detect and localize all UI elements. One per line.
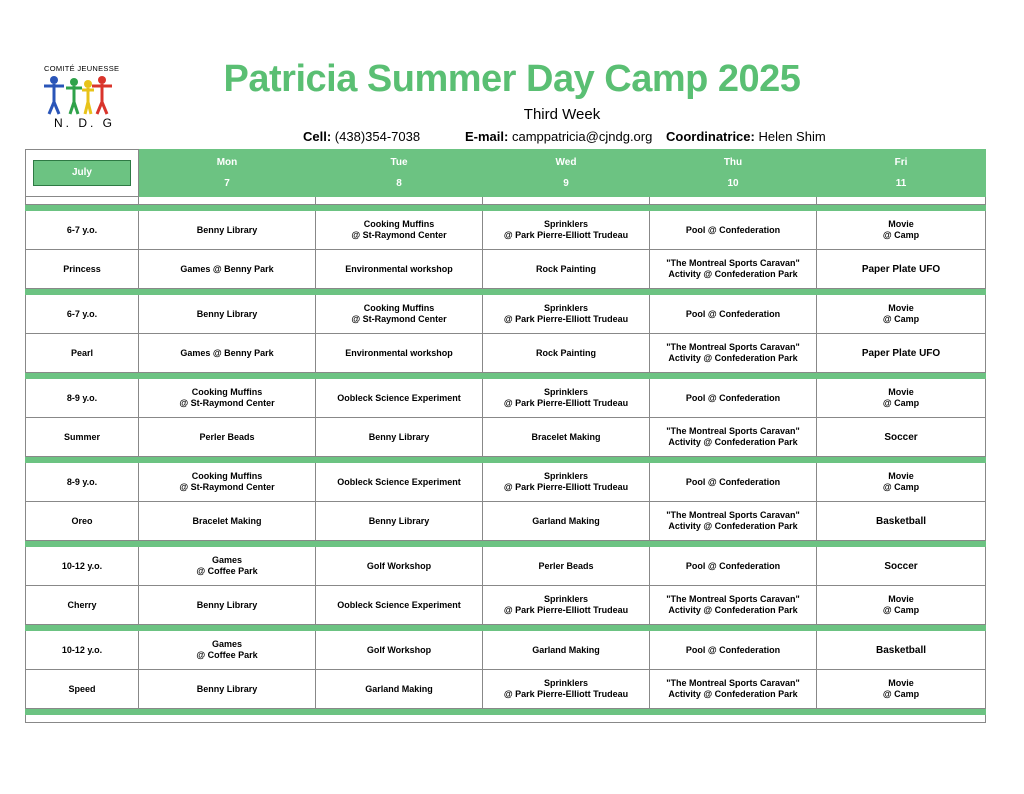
activity-line: Movie — [888, 594, 914, 604]
group-label: Princess — [26, 250, 139, 289]
day-header — [316, 150, 483, 197]
activity-cell: Soccer — [817, 547, 986, 586]
schedule-row — [26, 334, 986, 373]
activity-line: Sprinklers — [543, 678, 589, 688]
activity-line: Cooking Muffins — [191, 387, 263, 397]
group-label: 6-7 y.o. — [26, 295, 139, 334]
activity-line: @ St-Raymond Center — [179, 482, 275, 492]
activity-line: Cooking Muffins — [363, 219, 435, 229]
activity-line: Activity @ Confederation Park — [668, 605, 798, 615]
activity-cell: Benny Library — [139, 670, 316, 709]
schedule-table — [25, 149, 986, 723]
group-label: 10-12 y.o. — [26, 547, 139, 586]
activity-cell: Games @ Benny Park — [139, 334, 316, 373]
activity-line: @ Park Pierre-Elliott Trudeau — [503, 398, 629, 408]
activity-cell: Benny Library — [316, 502, 483, 541]
spacer-row — [26, 197, 986, 205]
activity-line: Sprinklers — [543, 594, 589, 604]
activity-line: Activity @ Confederation Park — [668, 269, 798, 279]
activity-line: Movie — [888, 387, 914, 397]
page-subtitle: Third Week — [523, 106, 601, 123]
activity-cell — [650, 334, 817, 373]
activity-cell — [817, 211, 986, 250]
activity-line: Games — [211, 639, 243, 649]
activity-cell — [316, 295, 483, 334]
activity-cell: Pool @ Confederation — [650, 547, 817, 586]
day-name: Wed — [555, 157, 577, 168]
month-cell — [26, 150, 139, 197]
activity-line: "The Montreal Sports Caravan" — [666, 426, 800, 436]
activity-line: @ Camp — [882, 482, 920, 492]
activity-cell: Bracelet Making — [483, 418, 650, 457]
activity-line: Activity @ Confederation Park — [668, 353, 798, 363]
activity-line: @ Park Pierre-Elliott Trudeau — [503, 230, 629, 240]
activity-cell — [139, 547, 316, 586]
activity-cell: Rock Painting — [483, 334, 650, 373]
page-title: Patricia Summer Day Camp 2025 — [223, 58, 801, 100]
group-label: 8-9 y.o. — [26, 463, 139, 502]
activity-cell — [650, 250, 817, 289]
activity-line: "The Montreal Sports Caravan" — [666, 594, 800, 604]
activity-cell: Pool @ Confederation — [650, 463, 817, 502]
activity-cell: Oobleck Science Experiment — [316, 586, 483, 625]
activity-cell: Benny Library — [139, 586, 316, 625]
activity-line: "The Montreal Sports Caravan" — [666, 258, 800, 268]
activity-cell: Bracelet Making — [139, 502, 316, 541]
activity-cell — [817, 379, 986, 418]
activity-cell — [139, 463, 316, 502]
activity-line: @ Park Pierre-Elliott Trudeau — [503, 605, 629, 615]
activity-line: Movie — [888, 678, 914, 688]
group-label: Cherry — [26, 586, 139, 625]
schedule-row — [26, 631, 986, 670]
activity-line: @ Camp — [882, 689, 920, 699]
activity-line: @ St-Raymond Center — [179, 398, 275, 408]
group-label: 10-12 y.o. — [26, 631, 139, 670]
activity-line: Activity @ Confederation Park — [668, 521, 798, 531]
activity-cell — [483, 670, 650, 709]
activity-line: Movie — [888, 303, 914, 313]
spacer-cell — [483, 197, 650, 205]
activity-cell: Rock Painting — [483, 250, 650, 289]
day-date: 9 — [563, 178, 569, 189]
spacer-row — [26, 715, 986, 723]
schedule-row — [26, 250, 986, 289]
activity-line: @ Park Pierre-Elliott Trudeau — [503, 314, 629, 324]
activity-cell: Pool @ Confederation — [650, 295, 817, 334]
activity-cell: Perler Beads — [139, 418, 316, 457]
activity-cell — [483, 211, 650, 250]
spacer-cell — [26, 197, 139, 205]
activity-cell: Environmental workshop — [316, 334, 483, 373]
spacer-cell — [139, 197, 316, 205]
schedule-row — [26, 586, 986, 625]
contact-cell — [303, 129, 420, 144]
activity-cell — [817, 463, 986, 502]
activity-line: Cooking Muffins — [363, 303, 435, 313]
coordinator-name: Helen Shim — [758, 129, 826, 144]
activity-cell: Pool @ Confederation — [650, 211, 817, 250]
activity-line: Activity @ Confederation Park — [668, 437, 798, 447]
day-name: Mon — [216, 157, 238, 168]
activity-line: @ Camp — [882, 230, 920, 240]
activity-line: @ Coffee Park — [196, 566, 258, 576]
activity-line: Movie — [888, 471, 914, 481]
activity-cell — [483, 463, 650, 502]
activity-cell: Environmental workshop — [316, 250, 483, 289]
activity-line: @ Park Pierre-Elliott Trudeau — [503, 482, 629, 492]
day-date: 11 — [895, 178, 907, 189]
schedule-row — [26, 670, 986, 709]
day-header — [817, 150, 986, 197]
activity-line: Cooking Muffins — [191, 471, 263, 481]
day-name: Fri — [894, 157, 908, 168]
activity-cell — [817, 295, 986, 334]
activity-cell: Benny Library — [316, 418, 483, 457]
activity-cell: Benny Library — [139, 295, 316, 334]
activity-line: "The Montreal Sports Caravan" — [666, 510, 800, 520]
day-name: Tue — [390, 157, 408, 168]
spacer-cell — [316, 197, 483, 205]
activity-cell — [139, 631, 316, 670]
day-date: 10 — [727, 178, 739, 189]
cell-number: (438)354-7038 — [334, 129, 421, 144]
activity-cell — [483, 586, 650, 625]
logo-ndg-text: N. D. G — [54, 116, 116, 130]
schedule-row — [26, 502, 986, 541]
coordinator-label: Coordinatrice: — [666, 129, 755, 144]
activity-cell: Basketball — [817, 502, 986, 541]
activity-cell — [650, 418, 817, 457]
day-name: Thu — [723, 157, 743, 168]
group-label: 8-9 y.o. — [26, 379, 139, 418]
activity-line: "The Montreal Sports Caravan" — [666, 342, 800, 352]
activity-cell: Oobleck Science Experiment — [316, 379, 483, 418]
email-address: camppatricia@cjndg.org — [511, 129, 653, 144]
cell-label: Cell: — [303, 129, 332, 144]
activity-line: @ Camp — [882, 398, 920, 408]
activity-line: @ St-Raymond Center — [351, 314, 447, 324]
day-header — [139, 150, 316, 197]
activity-cell — [817, 586, 986, 625]
group-label: Oreo — [26, 502, 139, 541]
activity-cell: Pool @ Confederation — [650, 631, 817, 670]
activity-line: Sprinklers — [543, 471, 589, 481]
schedule-row — [26, 463, 986, 502]
month-label: July — [33, 160, 131, 186]
activity-line: Sprinklers — [543, 387, 589, 397]
schedule-row — [26, 379, 986, 418]
activity-cell: Oobleck Science Experiment — [316, 463, 483, 502]
schedule-row — [26, 295, 986, 334]
activity-cell: Basketball — [817, 631, 986, 670]
day-header — [483, 150, 650, 197]
contact-email — [465, 129, 652, 144]
activity-cell — [316, 211, 483, 250]
spacer-cell — [26, 715, 986, 723]
activity-line: @ Camp — [882, 314, 920, 324]
activity-line: @ St-Raymond Center — [351, 230, 447, 240]
activity-cell: Golf Workshop — [316, 631, 483, 670]
activity-cell: Perler Beads — [483, 547, 650, 586]
email-label: E-mail: — [465, 129, 509, 144]
activity-line: Sprinklers — [543, 219, 589, 229]
activity-cell: Paper Plate UFO — [817, 334, 986, 373]
schedule-row — [26, 418, 986, 457]
activity-cell: Games @ Benny Park — [139, 250, 316, 289]
contact-coordinator — [666, 129, 826, 144]
activity-line: "The Montreal Sports Caravan" — [666, 678, 800, 688]
day-date: 8 — [396, 178, 402, 189]
activity-cell: Garland Making — [483, 502, 650, 541]
activity-cell: Benny Library — [139, 211, 316, 250]
schedule-row — [26, 547, 986, 586]
activity-cell — [483, 295, 650, 334]
group-label: Speed — [26, 670, 139, 709]
day-date: 7 — [224, 178, 230, 189]
activity-cell — [650, 670, 817, 709]
activity-line: Activity @ Confederation Park — [668, 689, 798, 699]
activity-cell — [483, 379, 650, 418]
activity-cell: Garland Making — [316, 670, 483, 709]
activity-line: Games — [211, 555, 243, 565]
activity-cell: Soccer — [817, 418, 986, 457]
activity-cell: Garland Making — [483, 631, 650, 670]
group-label: Summer — [26, 418, 139, 457]
activity-line: @ Coffee Park — [196, 650, 258, 660]
spacer-cell — [650, 197, 817, 205]
activity-cell — [650, 502, 817, 541]
group-label: 6-7 y.o. — [26, 211, 139, 250]
schedule-header-row — [26, 150, 986, 197]
spacer-cell — [817, 197, 986, 205]
activity-cell — [650, 586, 817, 625]
activity-cell — [817, 670, 986, 709]
activity-cell: Golf Workshop — [316, 547, 483, 586]
activity-line: @ Park Pierre-Elliott Trudeau — [503, 689, 629, 699]
group-label: Pearl — [26, 334, 139, 373]
activity-cell: Paper Plate UFO — [817, 250, 986, 289]
schedule-row — [26, 211, 986, 250]
activity-line: @ Camp — [882, 605, 920, 615]
logo-org-text: COMITÉ JEUNESSE — [44, 64, 120, 73]
activity-line: Movie — [888, 219, 914, 229]
day-header — [650, 150, 817, 197]
activity-cell: Pool @ Confederation — [650, 379, 817, 418]
activity-line: Sprinklers — [543, 303, 589, 313]
activity-cell — [139, 379, 316, 418]
